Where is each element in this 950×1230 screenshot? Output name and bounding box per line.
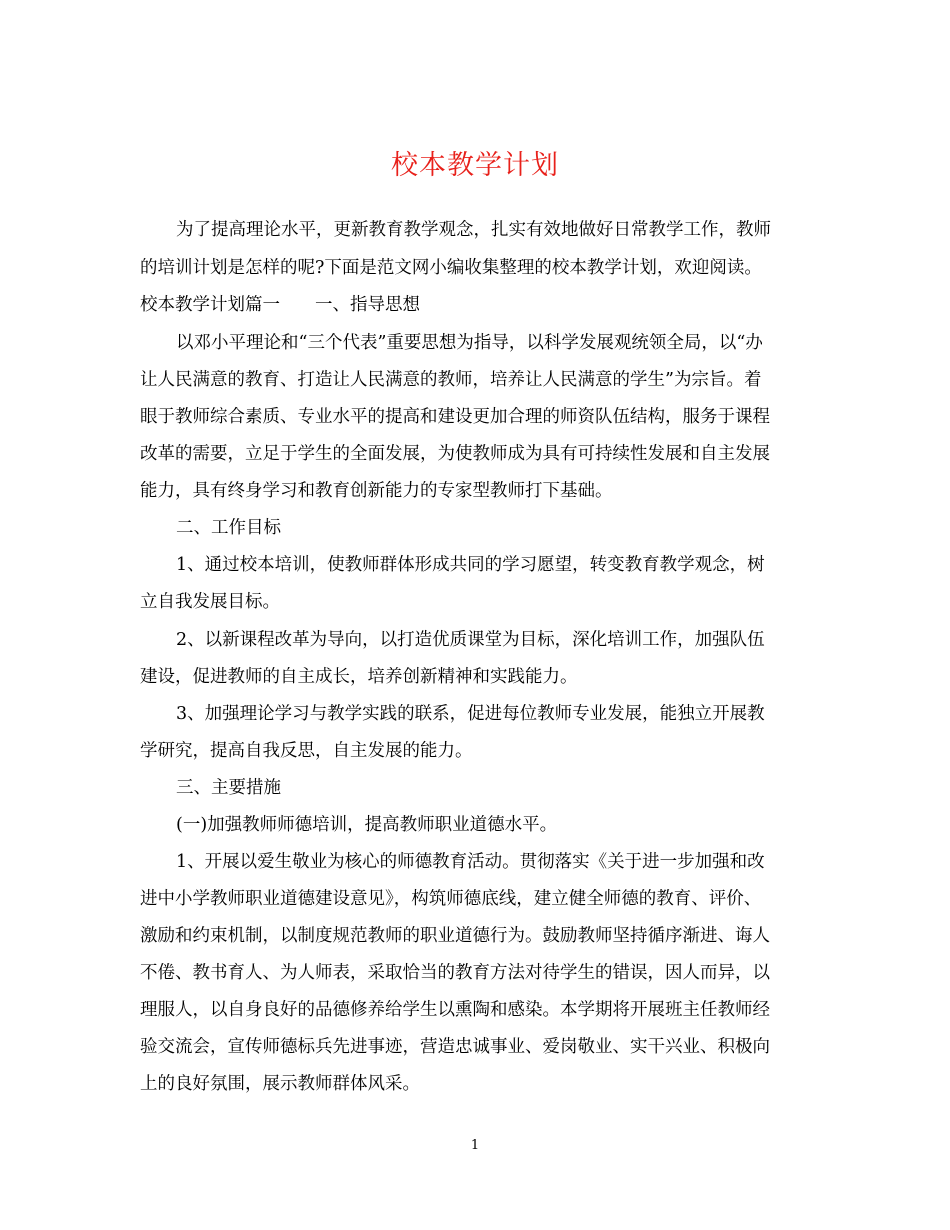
document-title: 校本教学计划 bbox=[391, 150, 559, 181]
body-line: 3、加强理论学习与教学实践的联系，促进每位教师专业发展，能独立开展教 bbox=[176, 704, 765, 724]
body-line: 能力，具有终身学习和教育创新能力的专家型教师打下基础。 bbox=[140, 481, 613, 501]
body-line: 改革的需要，立足于学生的全面发展，为使教师成为具有可持续性发展和自主发展 bbox=[140, 444, 770, 464]
body-line: 建设，促进教师的自主成长，培养创新精神和实践能力。 bbox=[140, 667, 578, 687]
body-line: 理服人，以自身良好的品德修养给学生以熏陶和感染。本学期将开展班主任教师经 bbox=[140, 1000, 770, 1020]
body-line: 让人民满意的教育、打造让人民满意的教师，培养让人民满意的学生”为宗旨。着 bbox=[140, 370, 762, 390]
body-line: 1、开展以爱生敬业为核心的师德教育活动。贯彻落实《关于进一步加强和改 bbox=[176, 852, 765, 872]
body-line: 不倦、教书育人、为人师表，采取恰当的教育方法对待学生的错误，因人而异，以 bbox=[140, 963, 770, 983]
body-line: 1、通过校本培训，使教师群体形成共同的学习愿望，转变教育教学观念，树 bbox=[176, 555, 765, 575]
section-heading: 三、主要措施 bbox=[176, 778, 281, 798]
body-line: 立自我发展目标。 bbox=[140, 592, 280, 612]
body-line: 2、以新课程改革为导向，以打造优质课堂为目标，深化培训工作，加强队伍 bbox=[176, 630, 765, 650]
body-line: 激励和约束机制，以制度规范教师的职业道德行为。鼓励教师坚持循序渐进、诲人 bbox=[140, 926, 770, 946]
body-line: 以邓小平理论和“三个代表”重要思想为指导，以科学发展观统领全局，以“办 bbox=[176, 333, 763, 353]
body-line: 验交流会，宣传师德标兵先进事迹，营造忠诚事业、爱岗敬业、实干兴业、积极向 bbox=[140, 1037, 770, 1057]
page-number: 1 bbox=[470, 1138, 480, 1153]
body-line: 进中小学教师职业道德建设意见》，构筑师德底线，建立健全师德的教育、评价、 bbox=[140, 889, 762, 909]
sub-heading: (一)加强教师师德培训，提高教师职业道德水平。 bbox=[176, 815, 558, 835]
body-line: 学研究，提高自我反思，自主发展的能力。 bbox=[140, 741, 473, 761]
body-line: 眼于教师综合素质、专业水平的提高和建设更加合理的师资队伍结构，服务于课程 bbox=[140, 407, 770, 427]
body-line: 为了提高理论水平，更新教育教学观念，扎实有效地做好日常教学工作，教师 bbox=[176, 220, 771, 240]
section-heading: 二、工作目标 bbox=[176, 518, 281, 538]
body-line: 的培训计划是怎样的呢?下面是范文网小编收集整理的校本教学计划，欢迎阅读。 bbox=[140, 258, 762, 278]
section-heading: 校本教学计划篇一 一、指导思想 bbox=[140, 295, 420, 315]
body-line: 上的良好氛围，展示教师群体风采。 bbox=[140, 1074, 420, 1094]
